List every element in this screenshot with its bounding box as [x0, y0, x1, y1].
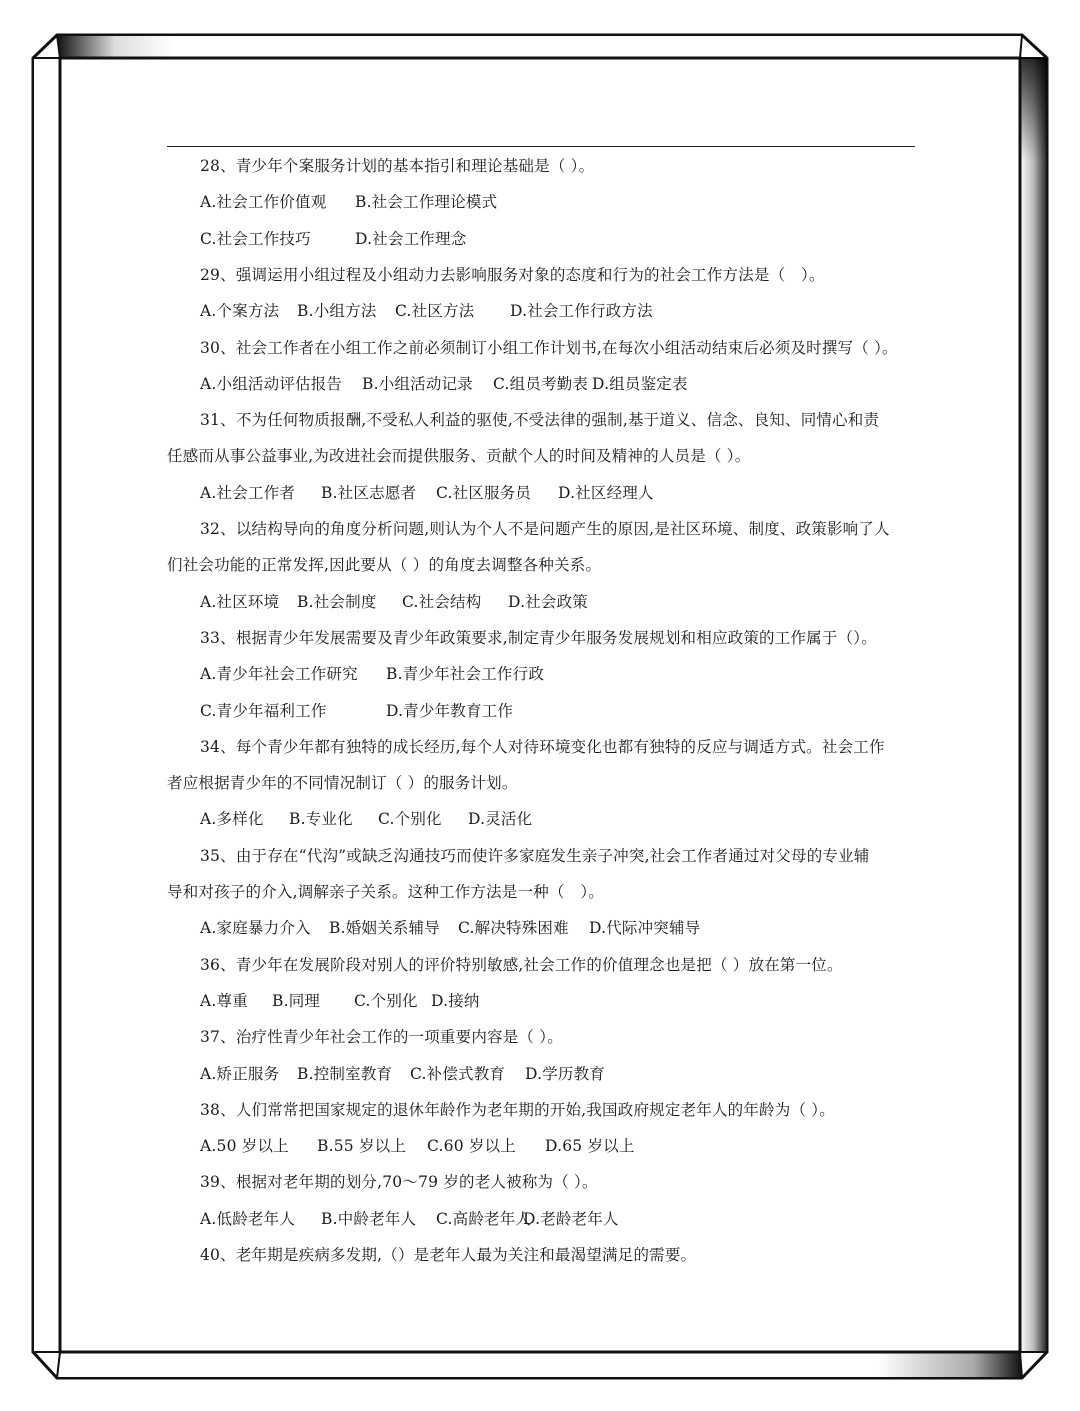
answer-option: A.社区环境 [200, 592, 280, 611]
answer-option: D.接纳 [431, 991, 480, 1010]
answer-option: C.高龄老年人 [436, 1209, 532, 1228]
answer-option: C.社会工作技巧 [200, 229, 311, 248]
answer-option: C.个别化 [378, 810, 442, 829]
question-stem: 33、根据青少年发展需要及青少年政策要求,制定青少年服务发展规划和相应政策的工作属于（）。 [200, 628, 877, 647]
answer-option: B.控制室教育 [297, 1064, 393, 1083]
question-stem: 者应根据青少年的不同情况制订（ ）的服务计划。 [167, 774, 518, 793]
answer-option: A.社会工作价值观 [200, 193, 327, 212]
answer-option: A.青少年社会工作研究 [200, 665, 358, 684]
answer-option: D.社会政策 [508, 592, 589, 611]
question-stem: 30、社会工作者在小组工作之前必须制订小组工作计划书,在每次小组活动结束后必须及时撰写（ ）。 [200, 338, 898, 357]
question-stem: 34、每个青少年都有独特的成长经历,每个人对待环境变化也都有独特的反应与调适方式。社会工作 [200, 737, 885, 756]
question-stem: 40、老年期是疾病多发期,（）是老年人最为关注和最渴望满足的需要。 [200, 1246, 697, 1264]
answer-option: C.补偿式教育 [410, 1064, 506, 1083]
question-stem: 28、青少年个案服务计划的基本指引和理论基础是（ ）。 [200, 157, 595, 175]
answer-option: D.青少年教育工作 [386, 701, 514, 720]
answer-option: D.代际冲突辅导 [589, 919, 701, 938]
question-stem: 29、强调运用小组过程及小组动力去影响服务对象的态度和行为的社会工作方法是（ ）。 [200, 265, 825, 284]
question-stem: 36、青少年在发展阶段对别人的评价特别敏感,社会工作的价值理念也是把（ ）放在第一位。 [200, 955, 843, 974]
answer-option: C.组员考勤表 [493, 374, 589, 393]
answer-option: B.婚姻关系辅导 [329, 919, 440, 938]
answer-option: C.青少年福利工作 [200, 701, 327, 720]
answer-option: D.老龄老年人 [523, 1209, 619, 1228]
answer-option: B.55 岁以上 [317, 1137, 407, 1156]
answer-option: A.低龄老年人 [200, 1209, 296, 1228]
answer-option: C.个别化 [354, 991, 418, 1010]
answer-option: A.矫正服务 [200, 1064, 280, 1083]
answer-option: B.社会工作理论模式 [355, 193, 498, 212]
answer-option: B.社区志愿者 [321, 483, 417, 502]
answer-option: B.小组方法 [297, 302, 377, 321]
question-stem: 们社会功能的正常发挥,因此要从（ ）的角度去调整各种关系。 [167, 556, 602, 575]
question-stem: 37、治疗性青少年社会工作的一项重要内容是（ ）。 [200, 1028, 563, 1047]
answer-option: C.社区服务员 [436, 483, 532, 502]
answer-option: B.同理 [272, 991, 321, 1010]
answer-option: B.青少年社会工作行政 [386, 665, 545, 684]
answer-option: A.社会工作者 [200, 483, 296, 502]
question-stem: 35、由于存在“代沟”或缺乏沟通技巧而使许多家庭发生亲子冲突,社会工作者通过对父母的专业辅 [200, 846, 870, 865]
answer-option: D.组员鉴定表 [592, 374, 688, 393]
answer-option: D.灵活化 [468, 810, 533, 829]
answer-option: A.尊重 [200, 991, 248, 1010]
answer-option: D.社会工作行政方法 [510, 302, 653, 321]
question-stem: 39、根据对老年期的划分,70～79 岁的老人被称为（ ）。 [200, 1173, 598, 1192]
question-stem: 38、人们常常把国家规定的退休年龄作为老年期的开始,我国政府规定老年人的年龄为（ ）。 [200, 1100, 835, 1119]
question-stem: 导和对孩子的介入,调解亲子关系。这种工作方法是一种（ ）。 [167, 883, 604, 901]
answer-option: B.专业化 [289, 810, 353, 829]
question-stem: 31、不为任何物质报酬,不受私人利益的驱使,不受法律的强制,基于道义、信念、良知、同情心和责 [200, 411, 880, 430]
question-stem: 32、以结构导向的角度分析问题,则认为个人不是问题产生的原因,是社区环境、制度、政策影响了人 [200, 520, 890, 538]
answer-option: A.个案方法 [200, 302, 280, 321]
answer-option: A.多样化 [200, 810, 264, 829]
header-rule [167, 146, 915, 147]
answer-option: A.家庭暴力介入 [200, 919, 311, 938]
answer-option: C.60 岁以上 [427, 1137, 516, 1156]
answer-option: C.解决特殊困难 [458, 919, 569, 938]
answer-option: D.65 岁以上 [545, 1137, 635, 1156]
answer-option: A.小组活动评估报告 [200, 374, 343, 393]
answer-option: B.社会制度 [297, 592, 377, 611]
answer-option: D.社区经理人 [558, 483, 654, 502]
answer-option: D.社会工作理念 [355, 229, 467, 248]
answer-option: B.小组活动记录 [362, 374, 473, 393]
answer-option: B.中龄老年人 [321, 1209, 417, 1228]
question-stem: 任感而从事公益事业,为改进社会而提供服务、贡献个人的时间及精神的人员是（ ）。 [167, 447, 751, 466]
answer-option: A.50 岁以上 [200, 1137, 289, 1156]
answer-option: D.学历教育 [525, 1064, 606, 1083]
answer-option: C.社区方法 [395, 302, 475, 321]
answer-option: C.社会结构 [402, 592, 482, 611]
